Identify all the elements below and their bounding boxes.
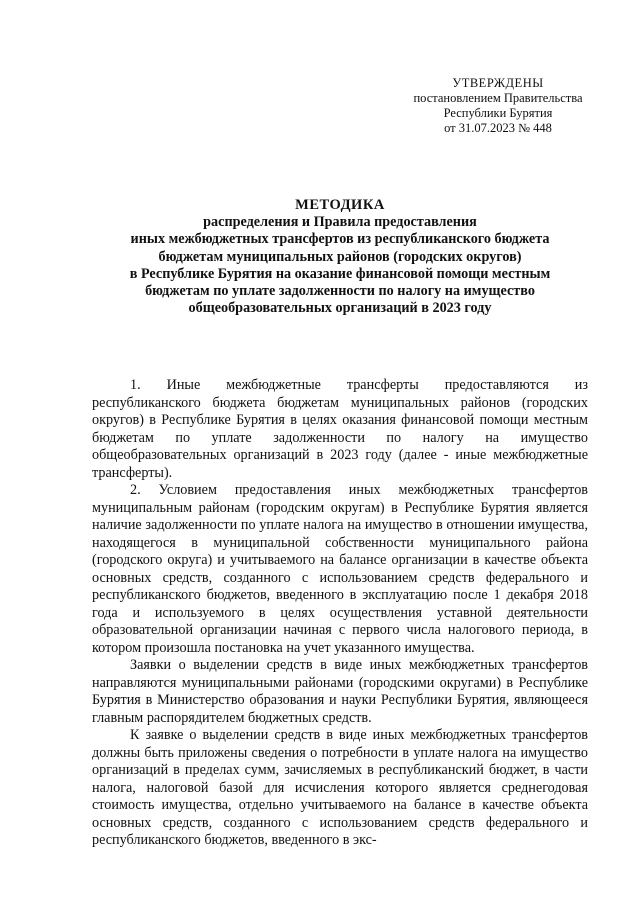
document-heading: [96, 197, 584, 317]
document-subtitle-line: бюджетам муниципальных районов (городских округов): [158, 248, 522, 265]
approval-label: УТВЕРЖДЕНЫ: [452, 76, 544, 90]
paragraph-4: К заявке о выделении средств в виде иных межбюджетных трансфертов должны быть приложены сведения о потребности в уплате налога на имущество организаций в пределах сумм, зачисляемых в республиканский бюджет, в части налога, налоговой базой для исчисления которого является среднегодовая стоимость имущества, отдельно учитываемого на балансе в качестве объекта основных средств, созданного с использованием средств федерального и республиканского бюджетов, введенного в экс-: [92, 727, 588, 848]
document-body: [92, 377, 588, 850]
document-subtitle-line: в Республике Бурятия на оказание финансовой помощи местным: [129, 265, 551, 282]
approval-line-2: Республики Бурятия: [443, 106, 553, 120]
document-subtitle-line: общеобразовательных организаций в 2023 году: [188, 300, 492, 317]
document-subtitle-line: бюджетам по уплате задолженности по налогу на имущество: [145, 283, 535, 300]
approval-line-3: от 31.07.2023 № 448: [444, 121, 552, 135]
document-subtitle-line: иных межбюджетных трансфертов из республиканского бюджета: [130, 231, 550, 248]
paragraph-3: Заявки о выделении средств в виде иных межбюджетных трансфертов направляются муниципальными районами (городскими округами) в Республике Бурятия в Министерство образования и науки Республики Бурятия, являющееся главным распорядителем бюджетных средств.: [92, 657, 588, 726]
approval-line-1: постановлением Правительства: [413, 91, 583, 105]
document-title: МЕТОДИКА: [295, 197, 385, 213]
paragraph-2: 2. Условием предоставления иных межбюджетных трансфертов муниципальным районам (городским округам) в Республике Бурятия является наличие задолженности по уплате налога на имущество в отношении имущества, находящегося в муниципальной собственности муниципального района (городского округа) и учитываемого на балансе организации в качестве объекта основных средств, созданного с использованием средств федерального и республиканского бюджетов, введенного в эксплуатацию после 1 декабря 2018 года и используемого в целях осуществления уставной деятельности образовательной организации начиная с первого числа налогового периода, в котором произошла постановка на учет указанного имущества.: [92, 482, 588, 656]
approval-stamp: [398, 76, 598, 136]
document-subtitle-line: распределения и Правила предоставления: [203, 214, 477, 231]
paragraph-1: 1. Иные межбюджетные трансферты предоставляются из республиканского бюджета бюджетам муниципальных районов (городских округов) в Республике Бурятия в целях оказания финансовой помощи местным бюджетам по уплате задолженности по налогу на имущество общеобразовательных организаций в 2023 году (далее - иные межбюджетные трансферты).: [92, 377, 588, 481]
